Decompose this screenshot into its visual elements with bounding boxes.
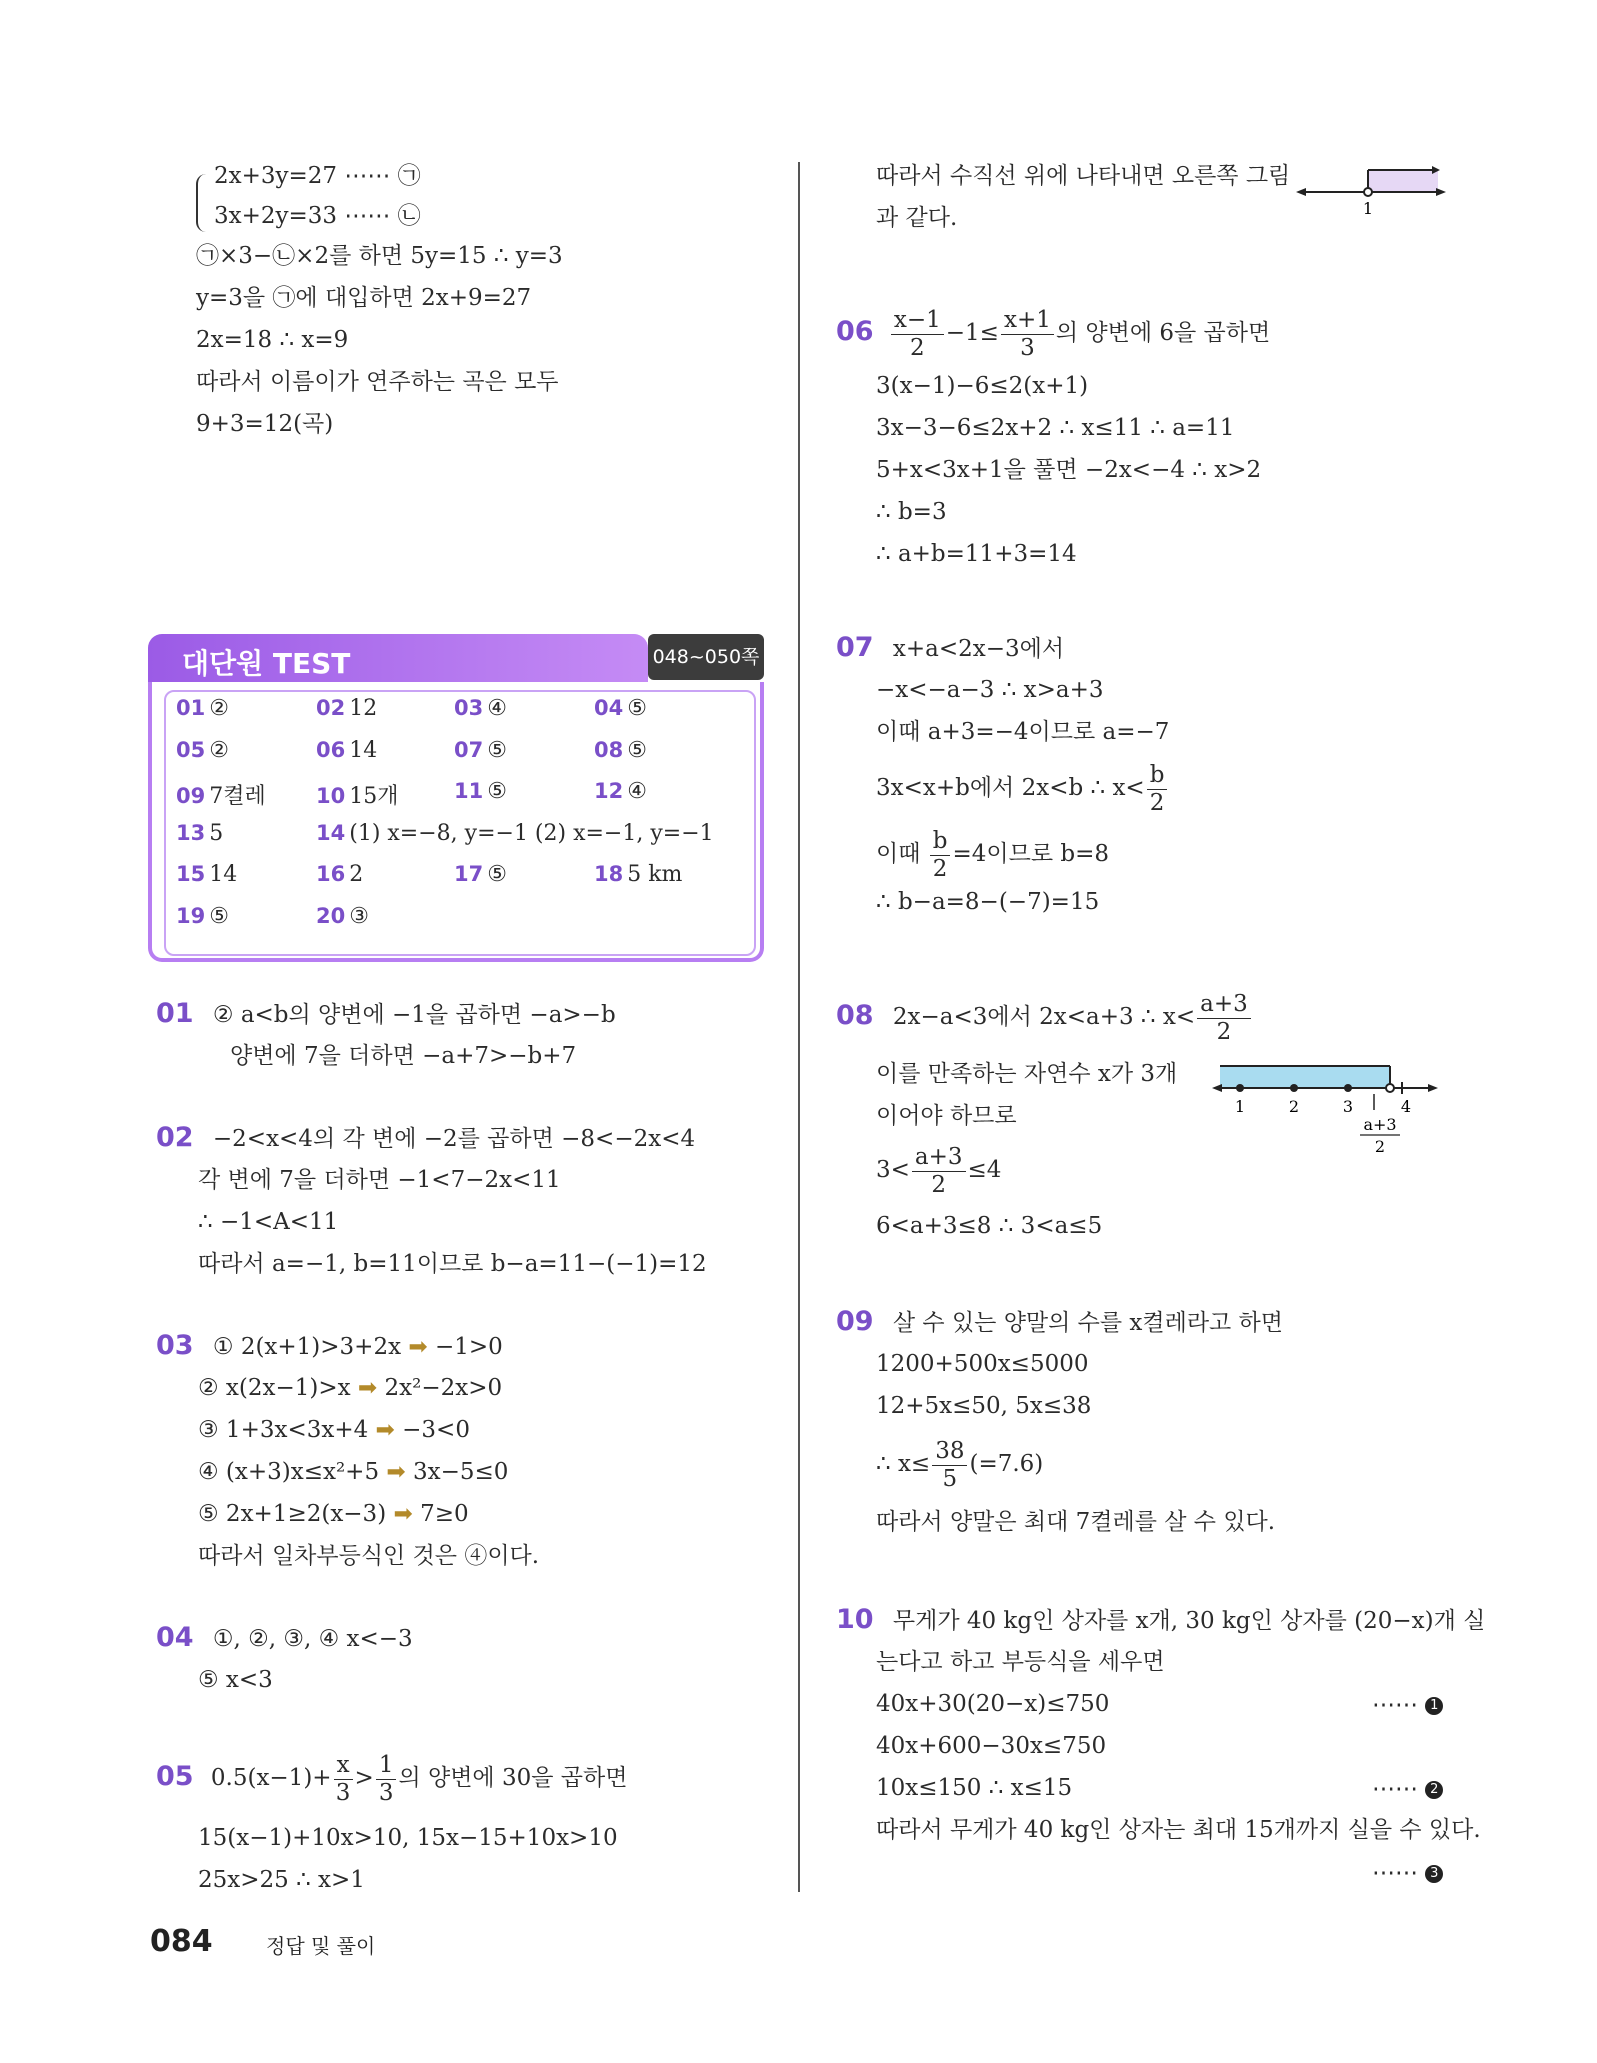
question-number: 03: [156, 1330, 194, 1361]
answer-item: [316, 904, 369, 929]
solution-line: ∴ a+b=11+3=14: [876, 541, 1077, 567]
question-06: [836, 304, 1270, 361]
answer-item: [594, 738, 647, 763]
solution-line: 따라서 양말은 최대 7켤레를 살 수 있다.: [876, 1509, 1276, 1535]
question-02: [156, 1122, 695, 1155]
question-number: 10: [836, 1604, 874, 1635]
fraction: $\frac{a+3}{2}$: [1197, 993, 1251, 1044]
solution-line: 40x+600−30x≤750: [876, 1733, 1107, 1759]
solution-text: 2x−a<3에서 2x<a+3 ∴ x<: [892, 1004, 1196, 1030]
solution-text: −1>0: [434, 1334, 503, 1360]
answer-number: 09: [176, 784, 206, 808]
solution-line: [876, 1436, 1043, 1492]
question-number: 05: [156, 1761, 194, 1792]
solution-line: 15(x−1)+10x>10, 15x−15+10x>10: [198, 1825, 618, 1851]
solution-text: 2x²−2x>0: [384, 1375, 503, 1401]
test-title: 대단원 TEST: [182, 647, 351, 680]
question-08: [836, 988, 1253, 1045]
tick-frac-denominator: 2: [1374, 1137, 1386, 1156]
answer-item: [594, 696, 647, 721]
solution-text: x+a<2x−3에서: [892, 636, 1065, 662]
solution-line: 따라서 a=−1, b=11이므로 b−a=11−(−1)=12: [198, 1251, 707, 1277]
tick-label: 1: [1234, 1097, 1246, 1116]
solution-text: 살 수 있는 양말의 수를 x켤레라고 하면: [892, 1310, 1283, 1336]
solution-line: 1200+500x≤5000: [876, 1351, 1089, 1377]
question-01: [156, 998, 616, 1031]
solution-text: ⑤ 2x+1≥2(x−3): [198, 1501, 387, 1527]
number-line-natural-numbers: [1212, 1058, 1438, 1158]
tick-label: 1: [1362, 199, 1374, 218]
solution-text: −3<0: [402, 1417, 470, 1443]
tick-label: 2: [1288, 1097, 1300, 1116]
solution-line: 3x−3−6≤2x+2 ∴ x≤11 ∴ a=11: [876, 415, 1235, 441]
solution-text: ①, ②, ③, ④ x<−3: [212, 1626, 413, 1652]
solution-line: 25x>25 ∴ x>1: [198, 1867, 365, 1893]
answer-value: 7켤레: [209, 784, 266, 809]
solution-line: ∴ b=3: [876, 499, 947, 525]
solution-line: 10x≤150 ∴ x≤15: [876, 1775, 1073, 1801]
question-07: [836, 632, 1064, 665]
fraction: $\frac{38}{5}$: [932, 1440, 967, 1491]
solution-line: 이때 a+3=−4이므로 a=−7: [876, 719, 1170, 745]
answer-number: 08: [594, 737, 624, 762]
answer-item: [316, 779, 398, 810]
answer-item: [316, 862, 363, 887]
answer-number: 20: [316, 903, 346, 928]
question-04: [156, 1622, 413, 1655]
answer-number: 07: [454, 737, 484, 762]
solution-line: 는다고 하고 부등식을 세우면: [876, 1649, 1165, 1675]
solution-text: ② x(2x−1)>x: [198, 1375, 351, 1401]
fraction: $\frac{1}{3}$: [376, 1754, 397, 1805]
question-09: [836, 1306, 1283, 1339]
solution-line: [198, 1414, 470, 1446]
solution-text: 무게가 40 kg인 상자를 x개, 30 kg인 상자를 (20−x)개 실: [892, 1608, 1486, 1634]
solution-text: 7≥0: [420, 1501, 469, 1527]
answer-number: 18: [594, 862, 624, 886]
fraction: $\frac{x-1}{2}$: [891, 309, 944, 360]
solution-text: 의 양변에 30을 곱하면: [398, 1765, 628, 1791]
question-number: 08: [836, 1000, 874, 1031]
solution-text: ③ 1+3x<3x+4: [198, 1417, 369, 1443]
open-point: [1364, 188, 1372, 196]
solution-line: ⑤ x<3: [198, 1667, 273, 1693]
answer-number: 05: [176, 737, 206, 762]
tick-label: 4: [1400, 1097, 1412, 1116]
answer-value: ④: [627, 779, 647, 804]
answer-value: 2: [349, 862, 364, 887]
answer-value: 14: [209, 862, 238, 887]
question-number: 07: [836, 632, 874, 663]
solution-line: 9+3=12(곡): [196, 411, 334, 437]
answer-item: [454, 738, 507, 763]
solution-line: ∴ −1<A<11: [198, 1209, 339, 1235]
tick-label: 3: [1342, 1097, 1354, 1116]
answer-item: [176, 821, 223, 846]
answer-value: ⑤: [627, 696, 647, 721]
system-eq-2: 3x+2y=33 ⋯⋯ ㉡: [214, 203, 421, 229]
step-marker-3: ⋯⋯ 3: [1372, 1860, 1443, 1886]
solution-line: 12+5x≤50, 5x≤38: [876, 1393, 1092, 1419]
arrow-icon: ➡: [357, 1375, 378, 1401]
filled-point: [1344, 1084, 1352, 1092]
answer-value: 5: [209, 820, 224, 846]
answer-item: [594, 862, 682, 887]
test-header: [148, 634, 648, 684]
answer-value: (1) x=−8, y=−1 (2) x=−1, y=−1: [349, 820, 714, 846]
solution-text: 3x<x+b에서 2x<b ∴ x<: [876, 775, 1145, 801]
question-number: 06: [836, 316, 874, 347]
answer-number: 19: [176, 903, 206, 928]
answer-number: 10: [316, 784, 346, 808]
step-marker-2: ⋯⋯ 2: [1372, 1776, 1443, 1802]
tick-frac-numerator: a+3: [1363, 1115, 1397, 1134]
solution-line: 따라서 수직선 위에 나타내면 오른쪽 그림: [876, 163, 1291, 189]
open-point: [1386, 1084, 1394, 1092]
step-marker-1: ⋯⋯ 1: [1372, 1692, 1443, 1718]
answer-number: 15: [176, 862, 206, 886]
solution-line: 따라서 무게가 40 kg인 상자는 최대 15개까지 실을 수 있다.: [876, 1817, 1481, 1843]
solution-text: −1≤: [945, 320, 999, 346]
question-03: [156, 1330, 503, 1363]
solution-line: 양변에 7을 더하면 −a+7>−b+7: [230, 1043, 577, 1069]
question-number: 01: [156, 998, 194, 1029]
fraction: $\frac{a+3}{2}$: [912, 1146, 966, 1197]
solution-line: [876, 826, 1109, 882]
answer-value: 5 km: [627, 862, 683, 887]
solution-line: 3(x−1)−6≤2(x+1): [876, 373, 1089, 399]
system-eq-1: 2x+3y=27 ⋯⋯ ㉠: [214, 163, 421, 189]
answer-value: ④: [487, 696, 507, 721]
answer-item: [176, 696, 229, 721]
answer-value: ⑤: [487, 862, 507, 887]
answer-item: [594, 779, 647, 804]
question-number: 02: [156, 1122, 194, 1153]
solution-line: 2x=18 ∴ x=9: [196, 327, 349, 353]
answer-item: [176, 862, 237, 887]
answer-value: ⑤: [487, 779, 507, 804]
shaded-region: [1368, 170, 1438, 192]
step-2-icon: 2: [1425, 1781, 1443, 1799]
solution-line: 이를 만족하는 자연수 x가 3개: [876, 1061, 1178, 1087]
question-05: [156, 1752, 627, 1805]
solution-text: 0.5(x−1)+: [210, 1765, 332, 1791]
solution-text: >: [354, 1765, 374, 1791]
answer-value: 14: [349, 737, 378, 763]
solution-line: 따라서 일차부등식인 것은 ④이다.: [198, 1543, 540, 1569]
answer-number: 13: [176, 820, 206, 845]
answer-value: 15개: [349, 784, 399, 809]
answer-number: 16: [316, 862, 346, 886]
solution-line: [198, 1456, 508, 1488]
answer-number: 04: [594, 696, 624, 720]
answer-item: [316, 821, 714, 846]
solution-line: 각 변에 7을 더하면 −1<7−2x<11: [198, 1167, 561, 1193]
column-divider: [798, 162, 800, 1892]
arrow-icon: [1296, 188, 1306, 196]
page-range-badge: 048~050쪽: [648, 634, 764, 680]
arrow-icon: [1428, 1084, 1438, 1092]
filled-point: [1236, 1084, 1244, 1092]
unit-test-answer-box: [148, 634, 764, 962]
step-1-icon: 1: [1425, 1697, 1443, 1715]
solution-line: [198, 1372, 502, 1404]
solution-line: [198, 1498, 469, 1530]
answer-item: [316, 738, 377, 763]
solution-line: 5+x<3x+1을 풀면 −2x<−4 ∴ x>2: [876, 457, 1262, 483]
answer-number: 01: [176, 696, 206, 720]
solution-text: 의 양변에 6을 곱하면: [1055, 320, 1271, 346]
answer-number: 14: [316, 820, 346, 845]
answer-value: ③: [349, 903, 369, 929]
solution-line: [876, 760, 1169, 816]
solution-text: 3<: [876, 1157, 910, 1183]
solution-line: ㉠×3−㉡×2를 하면 5y=15 ∴ y=3: [196, 243, 563, 269]
question-number: 09: [836, 1306, 874, 1337]
arrow-icon: [1436, 188, 1446, 196]
number-line-x-gt-1: [1296, 164, 1446, 230]
solution-text: 이때: [876, 841, 921, 867]
answer-value: ②: [209, 696, 229, 721]
answer-number: 02: [316, 696, 346, 720]
solution-text: ① 2(x+1)>3+2x: [212, 1334, 402, 1360]
solution-text: ≤4: [967, 1157, 1002, 1183]
solution-text: ∴ x≤: [876, 1451, 931, 1477]
arrow-icon: [1212, 1084, 1222, 1092]
arrow-icon: ➡: [393, 1501, 413, 1527]
answer-value: ②: [209, 737, 229, 763]
answer-item: [454, 862, 507, 887]
answer-value: ⑤: [487, 737, 507, 763]
footer-label: 정답 및 풀이: [266, 1934, 376, 1958]
answer-item: [454, 696, 507, 721]
solution-line: 과 같다.: [876, 205, 958, 231]
solution-line: y=3을 ㉠에 대입하면 2x+9=27: [196, 285, 532, 311]
fraction: $\frac{b}{2}$: [930, 830, 951, 881]
step-3-icon: 3: [1425, 1865, 1443, 1883]
shaded-region: [1220, 1066, 1390, 1088]
solution-line: −x<−a−3 ∴ x>a+3: [876, 677, 1104, 703]
answer-item: [454, 779, 507, 804]
answer-item: [176, 738, 229, 763]
answer-number: 11: [454, 779, 484, 803]
answer-value: ⑤: [627, 737, 647, 763]
fraction: $\frac{b}{2}$: [1147, 764, 1168, 815]
answer-number: 06: [316, 737, 346, 762]
fraction: $\frac{x}{3}$: [334, 1754, 353, 1805]
arrow-icon: ➡: [408, 1334, 428, 1360]
answer-item: [176, 779, 266, 810]
answer-number: 03: [454, 696, 484, 720]
answer-value: ⑤: [209, 903, 229, 929]
arrow-icon: ➡: [375, 1417, 395, 1443]
answer-item: [176, 904, 229, 929]
system-brace: [196, 174, 206, 232]
solution-line: 40x+30(20−x)≤750: [876, 1691, 1110, 1717]
answer-item: [316, 696, 377, 721]
answer-number: 17: [454, 862, 484, 886]
solution-line: 따라서 이름이가 연주하는 곡은 모두: [196, 369, 559, 395]
arrow-icon: ➡: [386, 1459, 406, 1485]
question-10: [836, 1604, 1485, 1637]
question-number: 04: [156, 1622, 194, 1653]
solution-text: −2<x<4의 각 변에 −2를 곱하면 −8<−2x<4: [212, 1126, 696, 1152]
solution-line: [876, 1142, 1001, 1198]
answer-value: 12: [349, 696, 378, 721]
solution-text: ④ (x+3)x≤x²+5: [198, 1459, 380, 1485]
solution-line: ∴ b−a=8−(−7)=15: [876, 889, 1100, 915]
solution-text: (=7.6): [969, 1451, 1044, 1477]
filled-point: [1290, 1084, 1298, 1092]
page-number: 084: [150, 1924, 213, 1959]
fraction: $\frac{x+1}{3}$: [1001, 309, 1054, 360]
solution-line: 6<a+3≤8 ∴ 3<a≤5: [876, 1213, 1103, 1239]
solution-line: 이어야 하므로: [876, 1103, 1017, 1129]
answer-number: 12: [594, 779, 624, 803]
solution-text: ② a<b의 양변에 −1을 곱하면 −a>−b: [212, 1002, 616, 1028]
solution-text: 3x−5≤0: [413, 1459, 509, 1485]
solution-text: =4이므로 b=8: [952, 841, 1109, 867]
